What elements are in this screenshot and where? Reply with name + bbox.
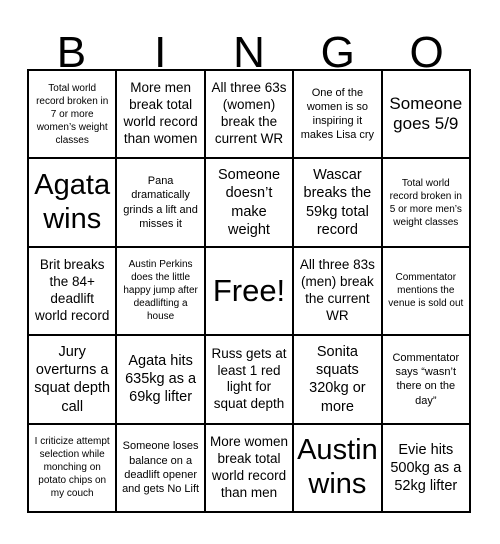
bingo-cell-r4c4[interactable]: Sonita squats 320kg or more <box>293 335 381 423</box>
bingo-cell-r5c4[interactable]: Austin wins <box>293 424 381 512</box>
bingo-cell-r5c3[interactable]: More women break total world record than men <box>205 424 293 512</box>
bingo-cell-r5c5[interactable]: Evie hits 500kg as a 52kg lifter <box>382 424 470 512</box>
bingo-cell-r3c2[interactable]: Austin Perkins does the little happy jump after deadlifting a house <box>116 247 204 335</box>
bingo-cell-free[interactable]: Free! <box>205 247 293 335</box>
bingo-cell-r5c1[interactable]: I criticize attempt selection while monching on potato chips on my couch <box>28 424 116 512</box>
header-letter-g: G <box>320 28 355 77</box>
bingo-cell-r5c2[interactable]: Someone loses balance on a deadlift opener and gets No Lift <box>116 424 204 512</box>
bingo-cell-r3c1[interactable]: Brit breaks the 84+ deadlift world record <box>28 247 116 335</box>
bingo-cell-r3c5[interactable]: Commentator mentions the venue is sold out <box>382 247 470 335</box>
bingo-cell-r2c2[interactable]: Pana dramatically grinds a lift and misses it <box>116 158 204 246</box>
bingo-board <box>27 69 471 513</box>
bingo-cell-r3c4[interactable]: All three 83s (men) break the current WR <box>293 247 381 335</box>
bingo-cell-r1c5[interactable]: Someone goes 5/9 <box>382 70 470 158</box>
bingo-cell-r4c5[interactable]: Commentator says “wasn’t there on the day” <box>382 335 470 423</box>
header-letter-o: O <box>409 28 444 77</box>
bingo-cell-r4c2[interactable]: Agata hits 635kg as a 69kg lifter <box>116 335 204 423</box>
bingo-cell-r2c3[interactable]: Someone doesn’t make weight <box>205 158 293 246</box>
bingo-cell-r1c2[interactable]: More men break total world record than women <box>116 70 204 158</box>
header-letter-n: N <box>233 28 265 77</box>
header-letter-i: I <box>154 28 167 77</box>
bingo-cell-r4c1[interactable]: Jury overturns a squat depth call <box>28 335 116 423</box>
bingo-cell-r2c5[interactable]: Total world record broken in 5 or more men’s weight classes <box>382 158 470 246</box>
bingo-cell-r1c4[interactable]: One of the women is so inspiring it makes Lisa cry <box>293 70 381 158</box>
bingo-cell-r1c1[interactable]: Total world record broken in 7 or more women’s weight classes <box>28 70 116 158</box>
bingo-cell-r2c4[interactable]: Wascar breaks the 59kg total record <box>293 158 381 246</box>
bingo-cell-r4c3[interactable]: Russ gets at least 1 red light for squat depth <box>205 335 293 423</box>
header-letter-b: B <box>56 28 87 77</box>
bingo-cell-r1c3[interactable]: All three 63s (women) break the current WR <box>205 70 293 158</box>
bingo-cell-r2c1[interactable]: Agata wins <box>28 158 116 246</box>
